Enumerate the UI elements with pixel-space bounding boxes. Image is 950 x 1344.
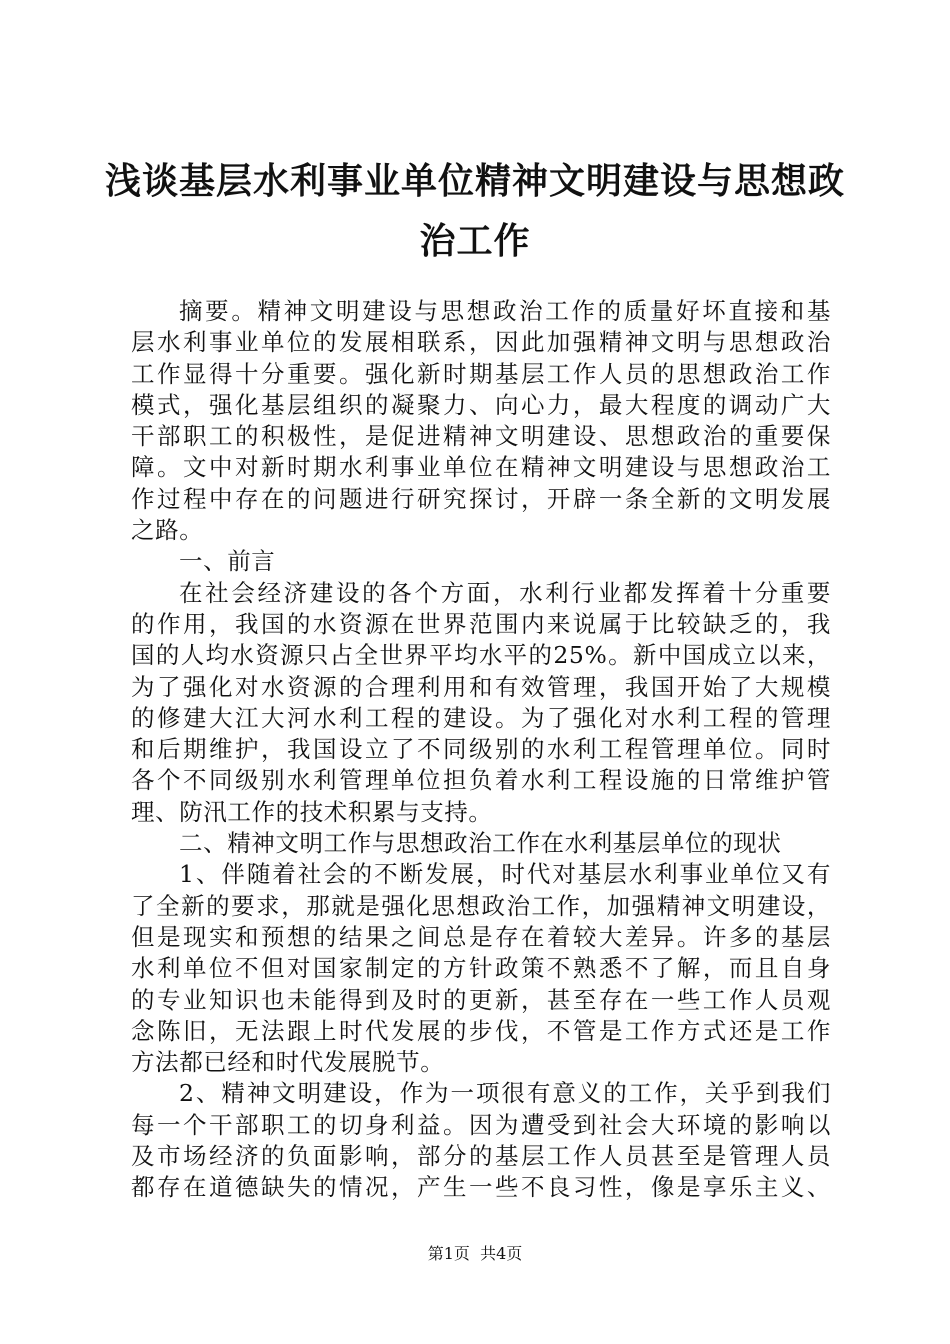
paragraph-line: 国的人均水资源只占全世界平均水平的25%。新中国成立以来， [131,641,831,670]
document-body [131,296,831,1204]
paragraph-line: 作过程中存在的问题进行研究探讨，开辟一条全新的文明发展 [131,484,831,513]
paragraph-line: 2、精神文明建设，作为一项很有意义的工作，关乎到我们 [179,1079,831,1108]
paragraph-line: 的专业知识也未能得到及时的更新，甚至存在一些工作人员观 [131,985,831,1014]
paragraph-line: 的修建大江大河水利工程的建设。为了强化对水利工程的管理 [131,703,831,732]
paragraph-line: 为了强化对水资源的合理利用和有效管理，我国开始了大规模 [131,672,831,701]
paragraph-line: 方法都已经和时代发展脱节。 [131,1048,445,1077]
paragraph-line: 障。文中对新时期水利事业单位在精神文明建设与思想政治工 [131,453,831,482]
section-heading: 二、精神文明工作与思想政治工作在水利基层单位的现状 [179,829,782,858]
paragraph-line: 和后期维护，我国设立了不同级别的水利工程管理单位。同时 [131,735,831,764]
paragraph-line: 各个不同级别水利管理单位担负着水利工程设施的日常维护管 [131,766,831,795]
paragraph-line: 干部职工的积极性，是促进精神文明建设、思想政治的重要保 [131,422,831,451]
paragraph-line: 层水利事业单位的发展相联系，因此加强精神文明与思想政治 [131,328,831,357]
document-title-line-2: 治工作 [419,221,531,262]
paragraph-line: 每一个干部职工的切身利益。因为遭受到社会大环境的影响以 [131,1110,831,1139]
paragraph-line: 都存在道德缺失的情况，产生一些不良习性，像是享乐主义、 [131,1173,831,1202]
paragraph-line: 的作用，我国的水资源在世界范围内来说属于比较缺乏的，我 [131,609,831,638]
document-title-line-1: 浅谈基层水利事业单位精神文明建设与思想政 [104,161,845,202]
paragraph-line: 模式，强化基层组织的凝聚力、向心力，最大程度的调动广大 [131,390,831,419]
page-number-footer: 第1页 共4页 [427,1244,523,1263]
paragraph-line: 理、防汛工作的技术积累与支持。 [131,797,493,826]
paragraph-line: 摘要。精神文明建设与思想政治工作的质量好坏直接和基 [179,297,831,325]
paragraph-line: 在社会经济建设的各个方面，水利行业都发挥着十分重要 [179,578,831,607]
paragraph-line: 念陈旧，无法跟上时代发展的步伐，不管是工作方式还是工作 [131,1016,831,1045]
section-heading: 一、前言 [179,547,276,576]
paragraph-line: 但是现实和预想的结果之间总是存在着较大差异。许多的基层 [131,922,831,951]
paragraph-line: 1、伴随着社会的不断发展，时代对基层水利事业单位又有 [179,860,831,889]
paragraph-line: 了全新的要求，那就是强化思想政治工作，加强精神文明建设， [131,891,831,920]
paragraph-line: 水利单位不但对国家制定的方针政策不熟悉不了解，而且自身 [131,954,831,983]
paragraph-line: 之路。 [131,516,204,545]
paragraph-line: 工作显得十分重要。强化新时期基层工作人员的思想政治工作 [131,359,831,388]
paragraph-line: 及市场经济的负面影响，部分的基层工作人员甚至是管理人员 [131,1142,831,1171]
